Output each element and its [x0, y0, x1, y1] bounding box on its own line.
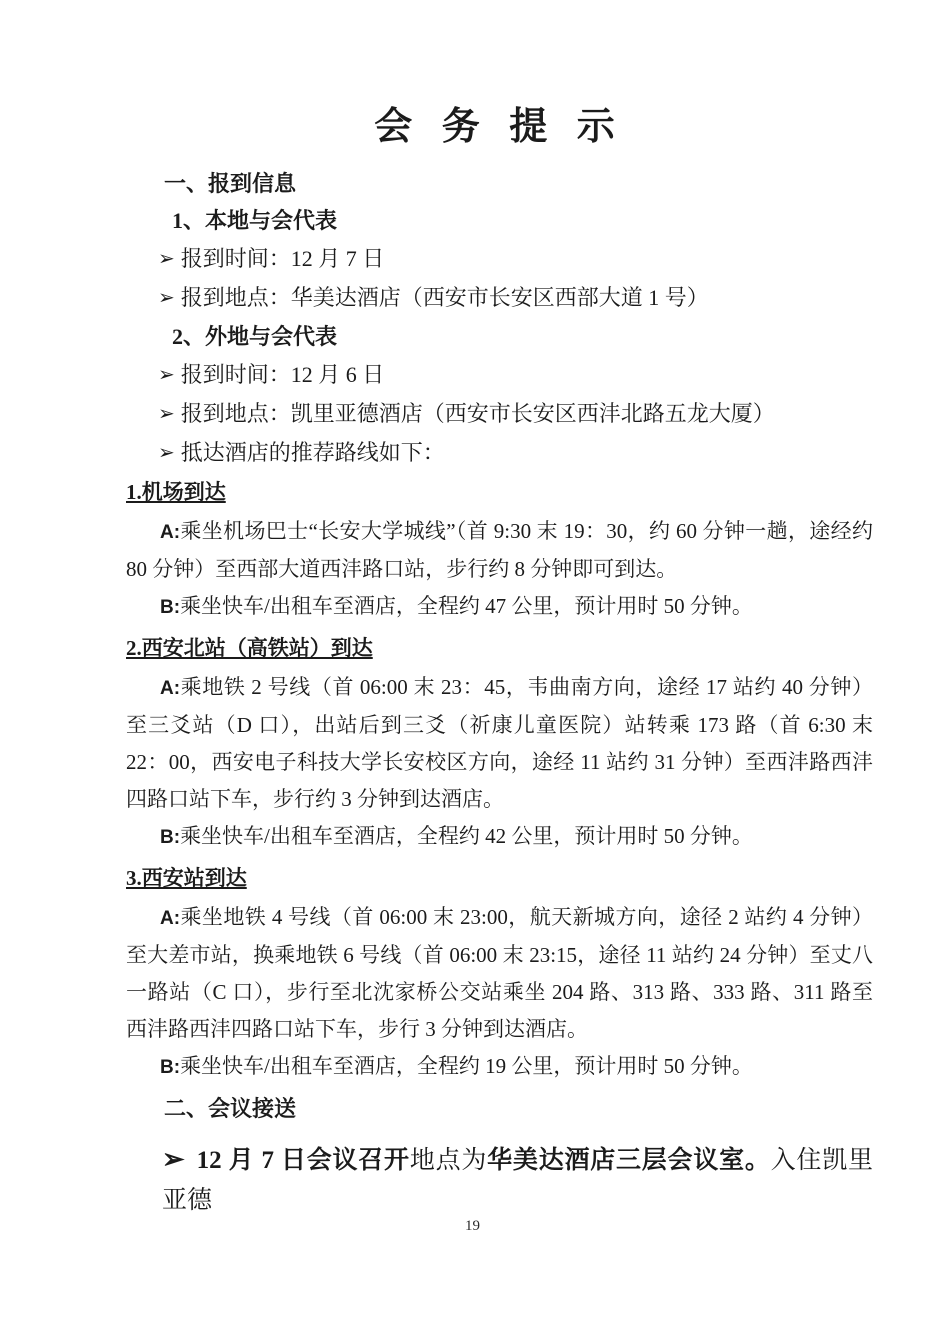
route-paragraph-xian-b: [126, 1048, 873, 1086]
paragraph-text: 乘地铁 2 号线（首 06:00 末 23：45，韦曲南方向，途经 17 站约 40 分钟）至三爻站（D 口），出站后到三爻（祈康儿童医院）站转乘 173 路（首 6:30 末 22：00，西安电子科技大学长安校区方向，途经 11 站约 31 分钟）至西沣路西沣四路口站下车，步行约 3 分钟到达酒店。: [126, 675, 873, 811]
document-content: [126, 98, 873, 1221]
route-heading-xian-station: 3.西安站到达: [126, 866, 247, 890]
paragraph-text: 乘坐机场巴士“长安大学城线”（首 9:30 末 19：30，约 60 分钟一趟，途经约 80 分钟）至西部大道西沣路口站，步行约 8 分钟即可到达。: [126, 519, 873, 581]
route-heading-north-station: 2.西安北站（高铁站）到达: [126, 636, 373, 660]
paragraph-label: B:: [160, 827, 181, 848]
local-delegates-heading: 1、本地与会代表: [172, 208, 338, 233]
paragraph-label: A:: [160, 908, 181, 929]
bullet-item-nonlocal-time: [158, 360, 873, 391]
paragraph-label: A:: [160, 678, 181, 699]
doc-title: 会 务 提 示: [374, 106, 625, 148]
paragraph-text: 乘坐快车/出租车至酒店，全程约 19 公里，预计用时 50 分钟。: [180, 1054, 753, 1078]
route-paragraph-xian-a: [126, 899, 873, 1048]
nonlocal-delegates-heading: 2、外地与会代表: [172, 324, 338, 349]
notice-run: 地点为: [409, 1147, 488, 1174]
bullet-text: 报到时间：12 月 7 日: [180, 246, 385, 271]
section2-heading: 二、会议接送: [164, 1096, 297, 1121]
bullet-text: 抵达酒店的推荐路线如下：: [180, 440, 445, 465]
arrow-bullet-icon: ➢: [158, 364, 175, 386]
paragraph-label: A:: [160, 522, 181, 543]
bullet-item-local-time: [158, 244, 873, 275]
notice-run: 入住凯里亚德: [162, 1147, 873, 1214]
bullet-item-routes-intro: [158, 438, 873, 469]
route-heading-airport: 1.机场到达: [126, 480, 226, 504]
bullet-item-local-place: [158, 283, 873, 314]
paragraph-text: 乘坐快车/出租车至酒店，全程约 47 公里，预计用时 50 分钟。: [180, 594, 753, 618]
paragraph-text: 乘坐地铁 4 号线（首 06:00 末 23:00，航天新城方向，途径 2 站约 4 分钟）至大差市站，换乘地铁 6 号线（首 06:00 末 23:15，途径 11 站约 24 分钟）至丈八一路站（C 口），步行至北沈家桥公交站乘坐 204 路、313 路、333 路、311 路至西沣路西沣四路口站下车，步行 3 分钟到达酒店。: [126, 905, 873, 1041]
notice-run: 12 月 7 日会议召开: [196, 1147, 410, 1174]
arrow-bullet-icon: ➢: [158, 287, 175, 309]
paragraph-label: B:: [160, 1057, 181, 1078]
arrow-bullet-icon: ➢: [158, 403, 175, 425]
page-number: 19: [465, 1218, 480, 1234]
paragraph-text: 乘坐快车/出租车至酒店，全程约 42 公里，预计用时 50 分钟。: [180, 824, 753, 848]
bullet-text: 报到地点：华美达酒店（西安市长安区西部大道 1 号）: [180, 285, 709, 310]
route-paragraph-north-b: [126, 818, 873, 856]
route-paragraph-north-a: [126, 669, 873, 818]
arrow-bullet-icon: ➢: [158, 248, 175, 270]
bullet-item-nonlocal-place: [158, 399, 873, 430]
notice-run: 华美达酒店三层会议室。: [487, 1147, 771, 1174]
arrow-bullet-icon: ➢: [162, 1144, 185, 1174]
bullet-text: 报到地点：凯里亚德酒店（西安市长安区西沣北路五龙大厦）: [180, 401, 775, 426]
bullet-text: 报到时间：12 月 6 日: [180, 362, 385, 387]
route-paragraph-airport-b: [126, 588, 873, 626]
route-paragraph-airport-a: [126, 513, 873, 588]
paragraph-label: B:: [160, 597, 181, 618]
section1-heading: 一、报到信息: [164, 171, 297, 196]
arrow-bullet-icon: ➢: [158, 442, 175, 464]
shuttle-notice: [162, 1139, 873, 1221]
